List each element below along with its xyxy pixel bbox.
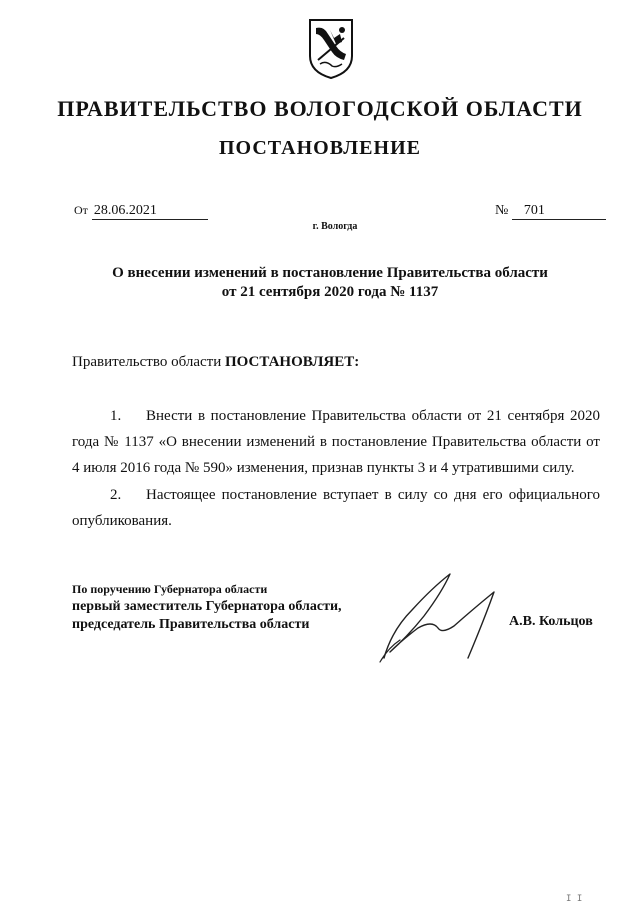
item-2-number: 2.: [110, 487, 122, 503]
signer-name: А.В. Кольцов: [509, 614, 593, 629]
city: г. Вологда: [312, 221, 358, 232]
preamble: [72, 354, 359, 371]
page-marks: I I: [566, 894, 583, 904]
date-row: [74, 203, 208, 220]
signature-line-3: председатель Правительства области: [72, 617, 310, 632]
item-1-line-3: 4 июля 2016 года № 590» изменения, признав пункты 3 и 4 утратившими силу.: [72, 460, 575, 476]
item-2-line-2: опубликования.: [72, 513, 172, 529]
subject: [80, 264, 580, 302]
number-row: [495, 203, 606, 220]
preamble-bold: ПОСТАНОВЛЯЕТ:: [224, 354, 360, 370]
signature-block: [72, 582, 342, 633]
item-1-line-1: [72, 403, 600, 429]
item-2: [72, 482, 600, 534]
date-value: 28.06.2021: [92, 203, 208, 220]
number-value: 701: [512, 203, 606, 220]
signature-line-1: По поручению Губернатора области: [72, 582, 268, 596]
subject-line-2: от 21 сентября 2020 года № 1137: [221, 284, 439, 300]
preamble-prefix: Правительство области: [72, 354, 222, 370]
item-1: [72, 403, 600, 481]
item-1-number: 1.: [110, 408, 122, 424]
vologda-coat-of-arms-icon: [306, 16, 356, 80]
signature-line-2: первый заместитель Губернатора области,: [72, 599, 342, 614]
date-label: От: [74, 203, 88, 217]
item-1-text-1: Внести в постановление Правительства области от 21 сентября 2020: [146, 408, 600, 424]
number-label: №: [495, 203, 509, 218]
item-2-text-1: Настоящее постановление вступает в силу со дня его официального: [146, 487, 600, 503]
document-type: ПОСТАНОВЛЕНИЕ: [219, 137, 421, 159]
item-1-line-2: года № 1137 «О внесении изменений в постановление Правительства области от: [72, 434, 600, 450]
item-2-line-1: [72, 482, 600, 508]
handwritten-signature-icon: [372, 570, 502, 666]
government-title: ПРАВИТЕЛЬСТВО ВОЛОГОДСКОЙ ОБЛАСТИ: [57, 96, 583, 121]
subject-line-1: О внесении изменений в постановление Правительства области: [112, 265, 548, 281]
